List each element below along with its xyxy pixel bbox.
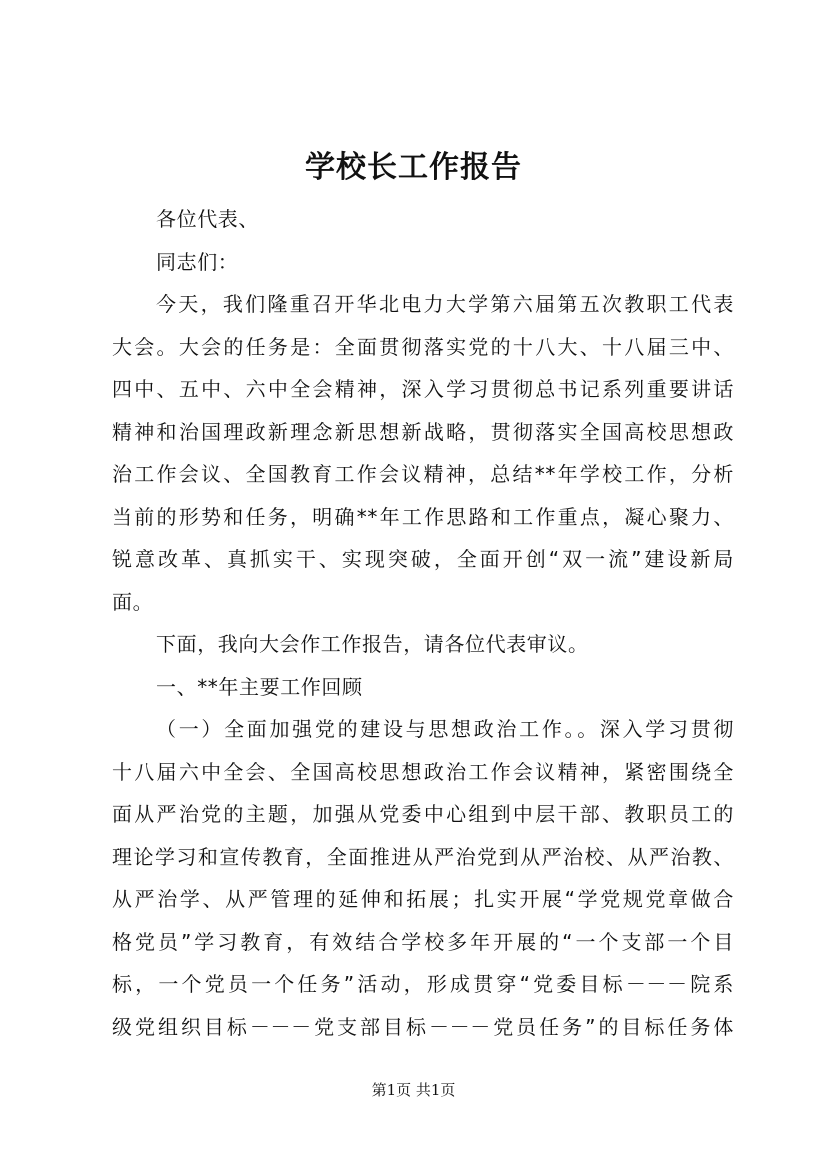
salutation-comrades: 同志们： [156,249,239,274]
paragraph-line: 标，一个党员一个任务”活动，形成贯穿“党委目标－－－院系 [112,972,734,996]
paragraph-line: 精神和治国理政新理念新思想新战略，贯彻落实全国高校思想政 [112,419,734,444]
paragraph-report-intro: 下面，我向大会作工作报告，请各位代表审议。 [156,632,589,656]
paragraph-line: 大会。大会的任务是：全面贯彻落实党的十八大、十八届三中、 [112,334,734,359]
paragraph-line: 格党员”学习教育，有效结合学校多年开展的“一个支部一个目 [112,929,734,954]
paragraph-line: （一）全面加强党的建设与思想政治工作。。深入学习贯彻 [156,717,734,741]
paragraph-line: 理论学习和宣传教育，全面推进从严治党到从严治校、从严治教、 [112,844,734,869]
paragraph-line: 面从严治党的主题，加强从党委中心组到中层干部、教职员工的 [112,802,734,826]
paragraph-line: 面。 [112,589,154,614]
document-title: 学校长工作报告 [305,150,522,185]
paragraph-line: 当前的形势和任务，明确**年工作思路和工作重点，凝心聚力、 [112,504,734,529]
paragraph-line: 治工作会议、全国教育工作会议精神，总结**年学校工作，分析 [112,462,734,486]
document-body [112,198,734,1048]
paragraph-opening [112,283,734,623]
paragraph-line: 十八届六中全会、全国高校思想政治工作会议精神，紧密围绕全 [112,759,734,784]
paragraph-line: 级党组织目标－－－党支部目标－－－党员任务”的目标任务体 [112,1014,734,1039]
section-heading: 一、**年主要工作回顾 [156,674,363,699]
page-footer: 第1页 共1页 [371,1081,456,1099]
paragraph-line: 从严治学、从严管理的延伸和拓展；扎实开展“学党规党章做合 [112,887,734,911]
salutation-representatives: 各位代表、 [156,207,259,231]
paragraph-line: 今天，我们隆重召开华北电力大学第六届第五次教职工代表 [156,292,734,316]
paragraph-line: 四中、五中、六中全会精神，深入学习贯彻总书记系列重要讲话 [112,377,734,401]
paragraph-party-building [112,708,734,1048]
paragraph-line: 锐意改革、真抓实干、实现突破，全面开创“双一流”建设新局 [112,547,734,571]
